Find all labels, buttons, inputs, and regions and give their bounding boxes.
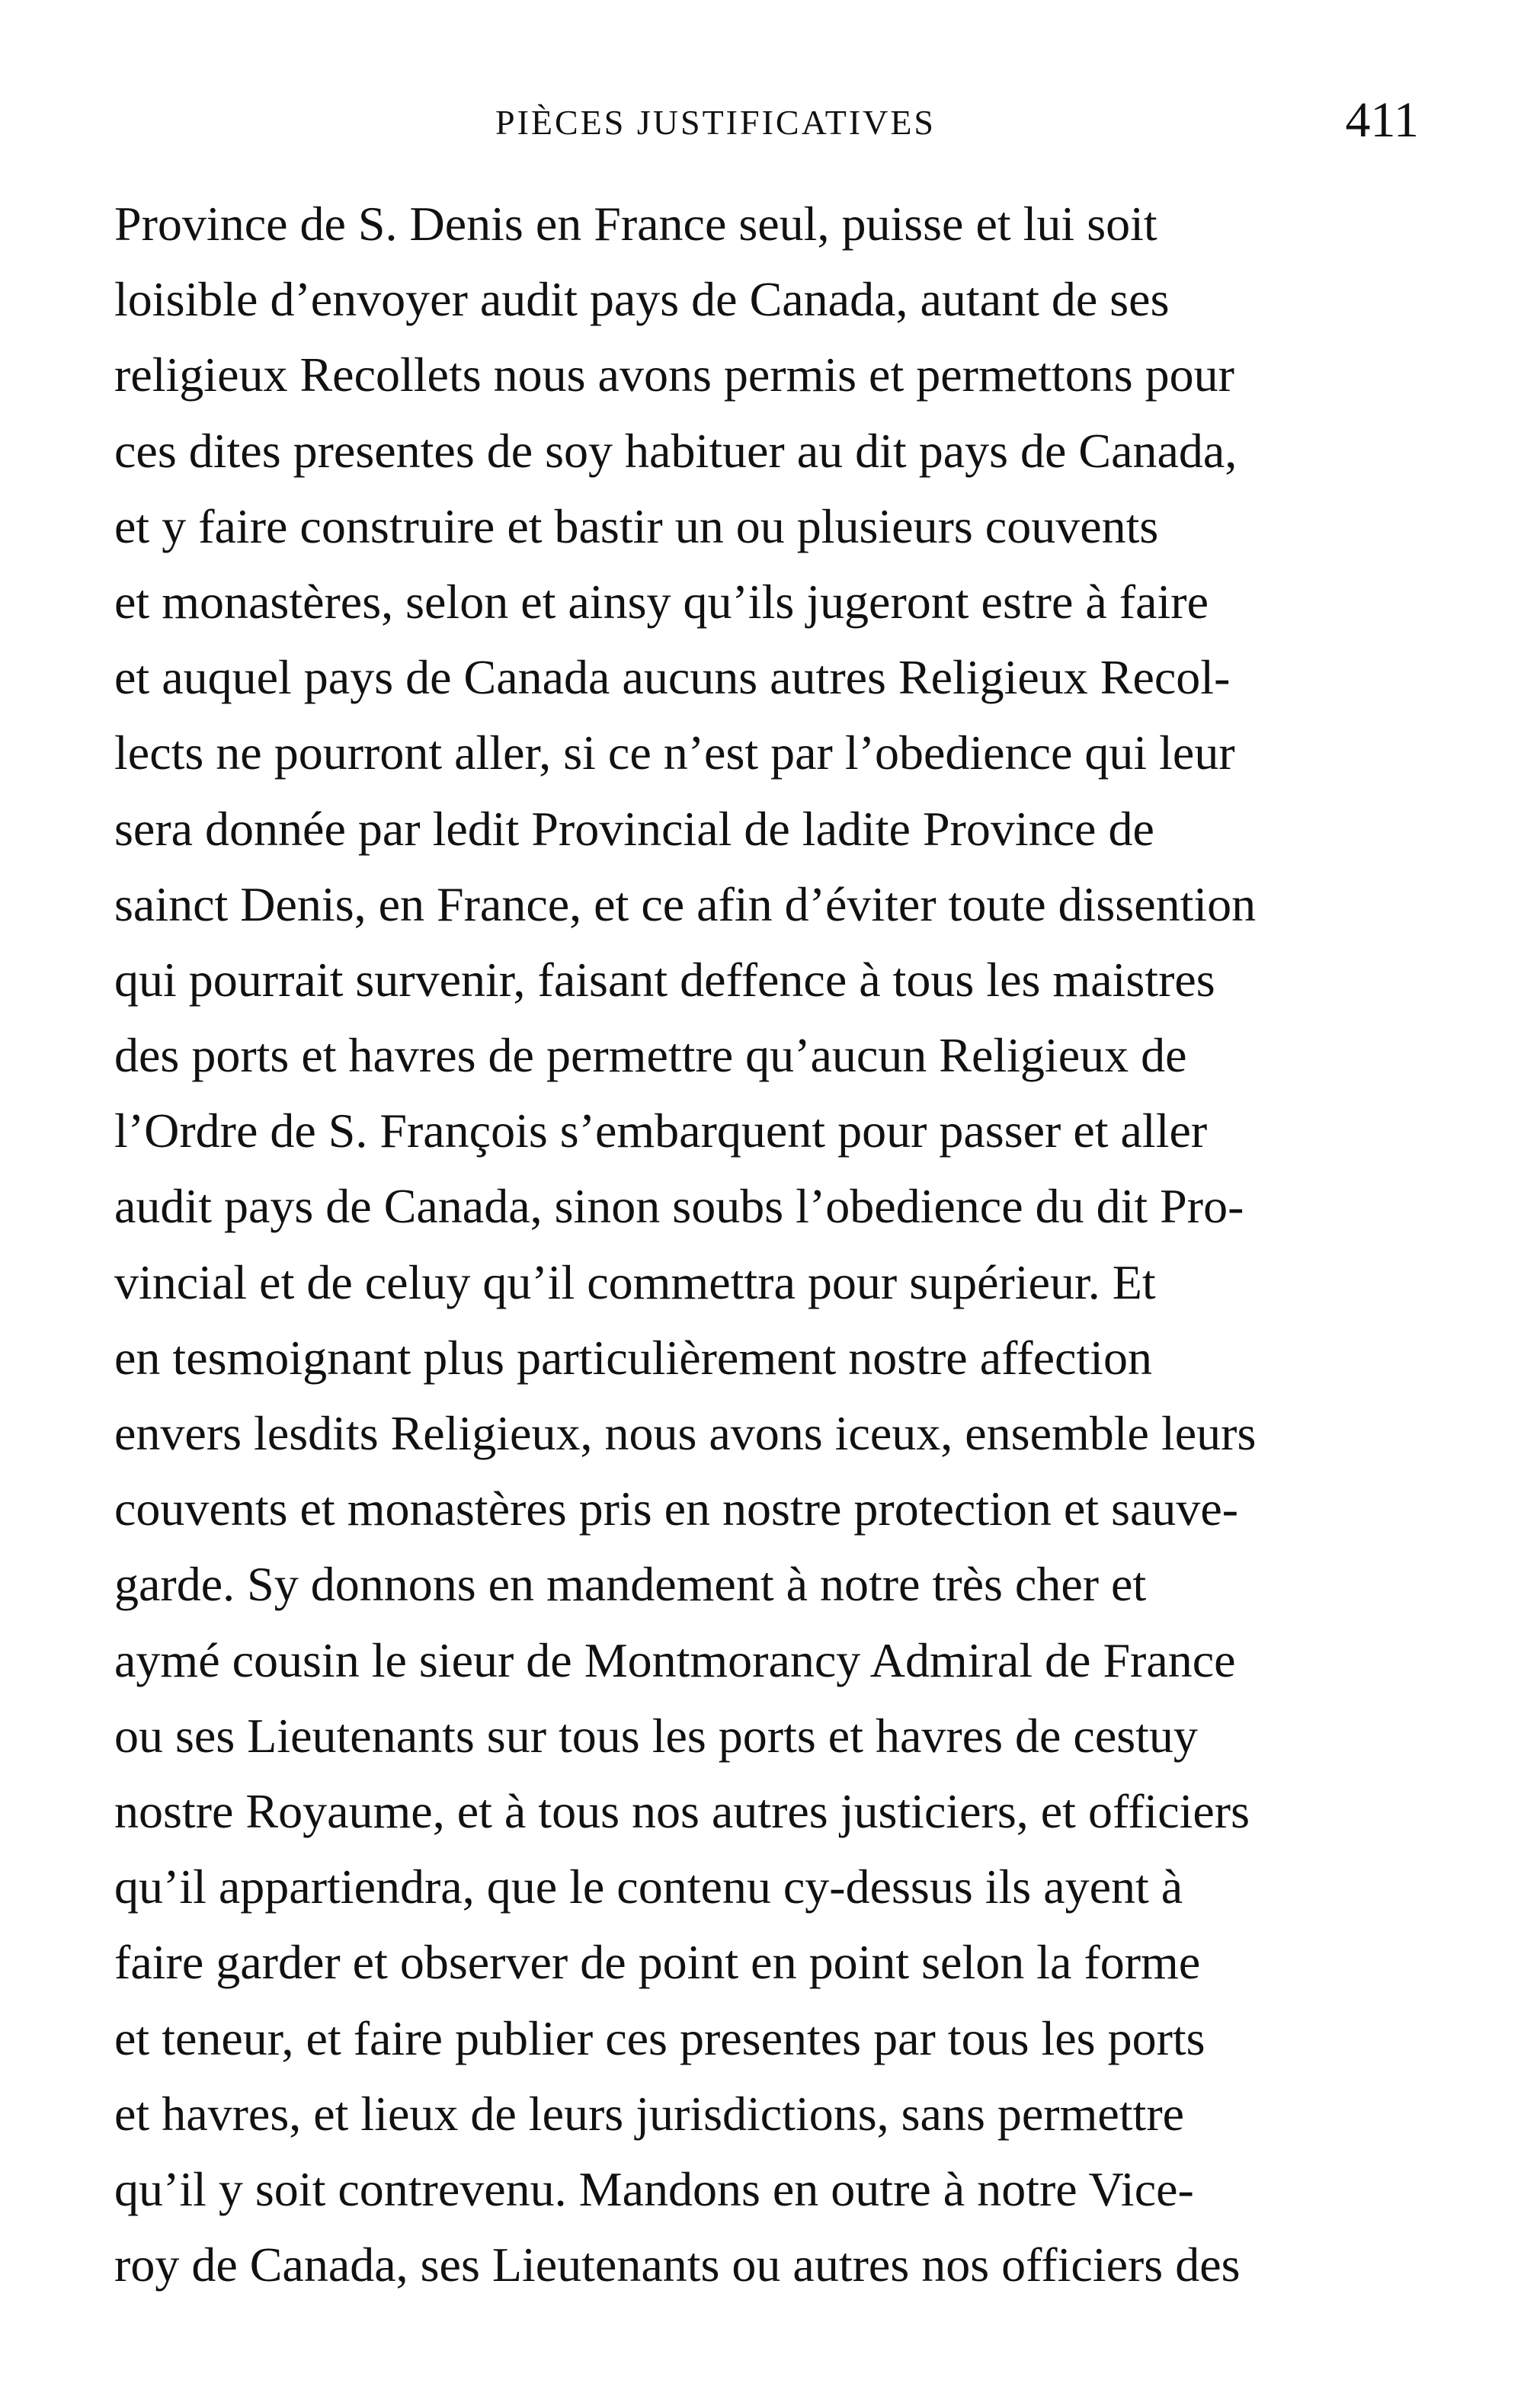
running-title: PIÈCES JUSTIFICATIVES <box>495 103 936 142</box>
text-line: roy de Canada, ses Lieutenants ou autres nos officiers des <box>114 2238 1241 2292</box>
text-line: ces dites presentes de soy habituer au dit pays de Canada, <box>114 423 1237 478</box>
text-line: garde. Sy donnons en mandement à notre très cher et <box>114 1557 1147 1612</box>
text-line: qu’il y soit contrevenu. Mandons en outre à notre Vice- <box>114 2161 1194 2216</box>
text-line: en tesmoignant plus particulièrement nostre affection <box>114 1330 1152 1385</box>
text-line: religieux Recollets nous avons permis et permettons pour <box>114 348 1234 402</box>
text-line: qu’il appartiendra, que le contenu cy-dessus ils ayent à <box>114 1860 1183 1914</box>
text-line: loisible d’envoyer audit pays de Canada, autant de ses <box>114 272 1170 327</box>
text-line: Province de S. Denis en France seul, puisse et lui soit <box>114 197 1157 251</box>
text-line: audit pays de Canada, sinon soubs l’obedience du dit Pro- <box>114 1179 1244 1234</box>
text-line: l’Ordre de S. François s’embarquent pour passer et aller <box>114 1104 1208 1158</box>
text-line: envers lesdits Religieux, nous avons iceux, ensemble leurs <box>114 1406 1257 1460</box>
text-line: sera donnée par ledit Provincial de ladite Province de <box>114 801 1154 856</box>
text-line: et monastères, selon et ainsy qu’ils jugeront estre à faire <box>114 574 1209 629</box>
text-line: et havres, et lieux de leurs jurisdictions, sans permettre <box>114 2086 1185 2141</box>
page-number: 411 <box>1345 92 1419 148</box>
text-line: sainct Denis, en France, et ce afin d’éviter toute dissention <box>114 876 1257 931</box>
text-line: des ports et havres de permettre qu’aucun Religieux de <box>114 1028 1187 1083</box>
text-line: lects ne pourront aller, si ce n’est par l’obedience qui leur <box>114 726 1235 780</box>
text-line: et y faire construire et bastir un ou plusieurs couvents <box>114 498 1159 553</box>
text-line: ou ses Lieutenants sur tous les ports et havres de cestuy <box>114 1708 1198 1763</box>
text-line: vincial et de celuy qu’il commettra pour supérieur. Et <box>114 1254 1156 1309</box>
text-line: couvents et monastères pris en nostre protection et sauve- <box>114 1482 1239 1536</box>
text-line: qui pourrait survenir, faisant deffence à tous les maistres <box>114 952 1215 1007</box>
text-line: aymé cousin le sieur de Montmorancy Admiral de France <box>114 1632 1236 1687</box>
text-line: nostre Royaume, et à tous nos autres justiciers, et officiers <box>114 1783 1250 1838</box>
page-header <box>122 91 1419 152</box>
text-line: et teneur, et faire publier ces presentes par tous les ports <box>114 2010 1205 2065</box>
text-line: et auquel pays de Canada aucuns autres Religieux Recol- <box>114 650 1231 705</box>
text-line: faire garder et observer de point en point selon la forme <box>114 1935 1201 1990</box>
body-text <box>114 186 1419 2302</box>
